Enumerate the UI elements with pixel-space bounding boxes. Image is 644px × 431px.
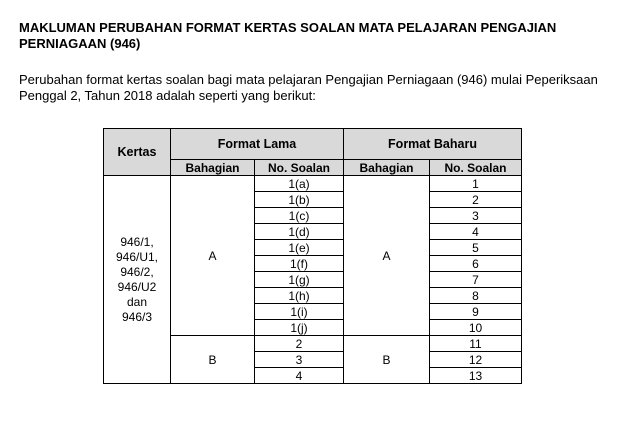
header-row-main — [104, 129, 522, 160]
lama-no-soalan: 1(j) — [255, 320, 344, 336]
lama-no-soalan: 3 — [255, 352, 344, 368]
lama-no-soalan: 1(c) — [255, 208, 344, 224]
baharu-section-b: B — [344, 336, 430, 384]
baharu-no-soalan: 6 — [430, 256, 522, 272]
header-baharu-no-soalan: No. Soalan — [430, 160, 522, 176]
lama-no-soalan: 1(a) — [255, 176, 344, 192]
header-format-baharu: Format Baharu — [344, 129, 522, 160]
baharu-no-soalan: 12 — [430, 352, 522, 368]
header-baharu-bahagian: Bahagian — [344, 160, 430, 176]
baharu-no-soalan: 7 — [430, 272, 522, 288]
table-row — [104, 176, 522, 192]
kertas-line: 946/1, — [120, 234, 154, 249]
baharu-no-soalan: 2 — [430, 192, 522, 208]
lama-no-soalan: 1(g) — [255, 272, 344, 288]
header-kertas: Kertas — [104, 129, 171, 176]
header-lama-no-soalan: No. Soalan — [255, 160, 344, 176]
lama-section-a: A — [171, 176, 255, 336]
baharu-no-soalan: 5 — [430, 240, 522, 256]
lama-no-soalan: 1(i) — [255, 304, 344, 320]
format-table — [103, 128, 522, 384]
lama-no-soalan: 1(h) — [255, 288, 344, 304]
lama-no-soalan: 1(b) — [255, 192, 344, 208]
lama-no-soalan: 1(d) — [255, 224, 344, 240]
kertas-line: 946/2, — [120, 264, 154, 279]
kertas-line: 946/U1, — [115, 249, 159, 264]
kertas-line: 946/U2 — [117, 279, 157, 294]
lama-no-soalan: 4 — [255, 368, 344, 384]
baharu-no-soalan: 9 — [430, 304, 522, 320]
baharu-no-soalan: 3 — [430, 208, 522, 224]
baharu-no-soalan: 10 — [430, 320, 522, 336]
baharu-no-soalan: 8 — [430, 288, 522, 304]
lama-no-soalan: 2 — [255, 336, 344, 352]
kertas-line: dan — [126, 294, 148, 309]
header-lama-bahagian: Bahagian — [171, 160, 255, 176]
baharu-no-soalan: 4 — [430, 224, 522, 240]
baharu-no-soalan: 1 — [430, 176, 522, 192]
lama-section-b: B — [171, 336, 255, 384]
lama-no-soalan: 1(e) — [255, 240, 344, 256]
header-format-lama: Format Lama — [171, 129, 344, 160]
baharu-no-soalan: 13 — [430, 368, 522, 384]
document-title: MAKLUMAN PERUBAHAN FORMAT KERTAS SOALAN MATA PELAJARAN PENGAJIAN PERNIAGAAN (946) — [19, 20, 557, 51]
baharu-section-a: A — [344, 176, 430, 336]
lama-no-soalan: 1(f) — [255, 256, 344, 272]
baharu-no-soalan: 11 — [430, 336, 522, 352]
kertas-cell — [104, 176, 171, 384]
kertas-line: 946/3 — [121, 309, 153, 324]
intro-paragraph: Perubahan format kertas soalan bagi mata pelajaran Pengajian Perniagaan (946) mulai Peperiksaan Penggal 2, Tahun 2018 adalah seperti yang berikut: — [19, 72, 598, 103]
